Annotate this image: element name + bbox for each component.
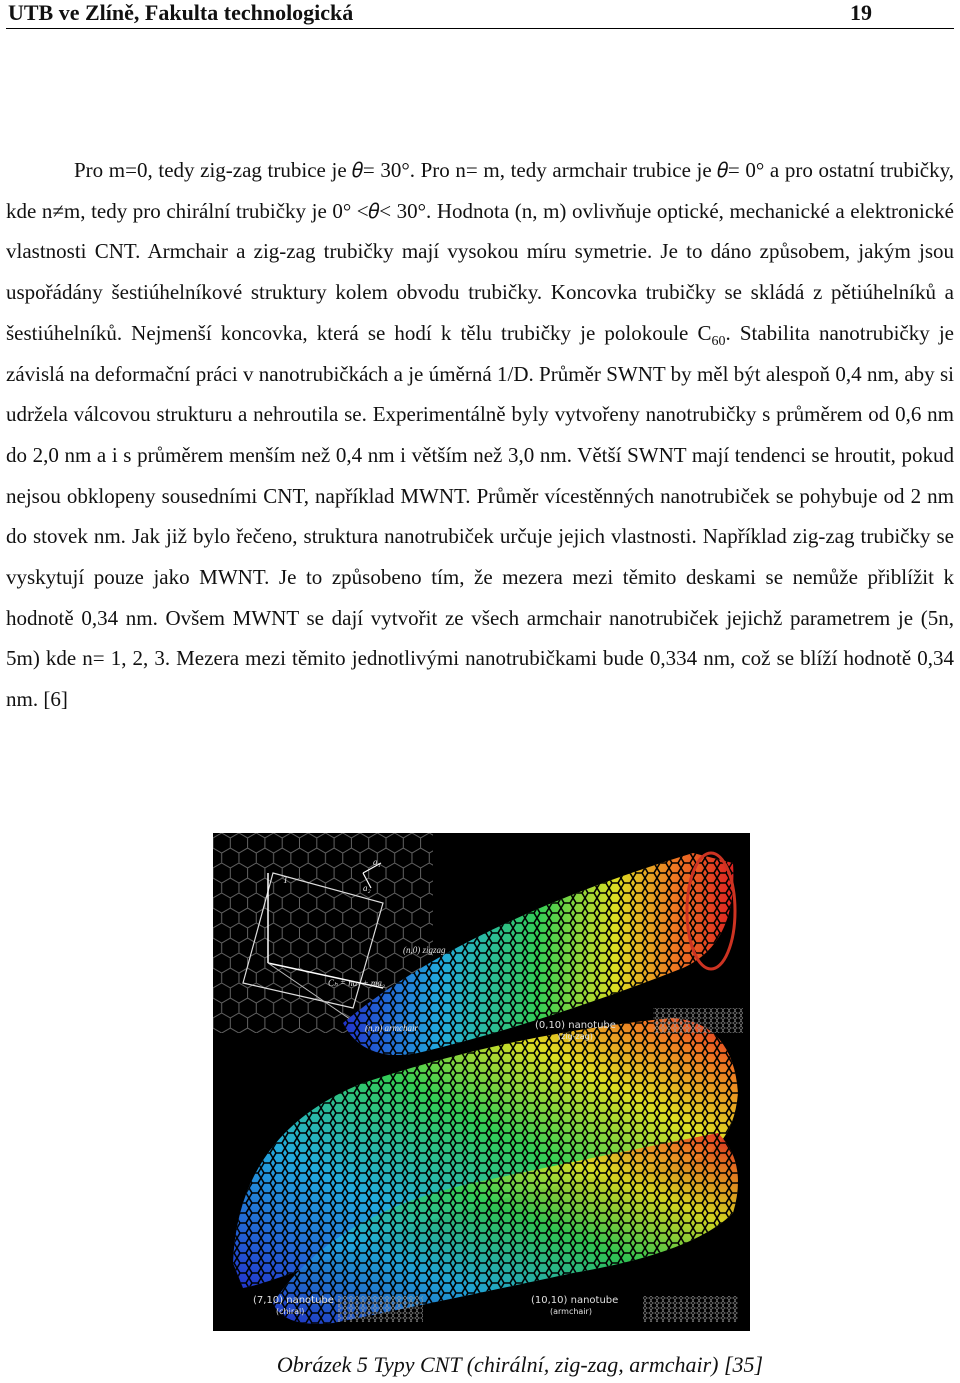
zigzag-thumbnail [653,1008,743,1033]
label-a2: a₂ [363,883,371,893]
chiral-thumbnail [338,1296,423,1322]
label-armchair-dir: (n,n) armchair [365,1023,418,1033]
label-tube-1010-type: (armchair) [550,1307,592,1316]
label-tube-710-name: (7,10) nanotube [253,1295,334,1306]
armchair-thumbnail [643,1296,738,1322]
nanotube-illustration [213,833,750,1331]
page-number: 19 [850,0,872,25]
label-tube-1010-name: (10,10) nanotube [531,1295,619,1306]
paragraph-subscript: 60 [711,334,726,349]
body-paragraph [6,150,954,720]
label-tube-710-type: (chiral) [276,1307,305,1316]
header-title: UTB ve Zlíně, Fakulta technologická [8,0,354,25]
figure-caption: Obrázek 5 Typy CNT (chirální, zig-zag, armchair) [35] [276,1352,764,1377]
label-tube-010-type: (zig-zag) [558,1032,593,1041]
paragraph-part-1: Pro m=0, tedy zig-zag trubice je 𝜃= 30°. Pro n= m, tedy armchair trubice je 𝜃= 0° a pro ostatní trubičky, kde n≠m, tedy pro chirální trubičky je 0° <𝜃< 30°. Hodnota (n, m) ovlivňuje optické, mechanické a elektronické vlastnosti CNT. Armchair a zig-zag trubičky mají vysokou míru symetrie. Je to dáno způsobem, jakým jsou uspořádány šestiúhelníkové struktury kolem obvodu trubičky. Koncovka trubičky se skládá z pětiúhelníků a šestiúhelníků. Nejmenší koncovka, která se hodí k tělu trubičky je polokoule C [6,158,954,345]
page-header [6,0,954,29]
paragraph-part-2: . Stabilita nanotrubičky je závislá na deformační práci v nanotrubičkách a je úměrná 1/D. Průměr SWNT by měl být alespoň 0,4 nm, aby si udržela válcovou strukturu a nehroutila se. Experimentálně byly vytvořeny nanotrubičky s průměrem od 0,6 nm do 2,0 nm a i s průměrem menším než 0,4 nm i větším než 3,0 nm. Větší SWNT mají tendenci se hroutit, pokud nejsou obklopeny sousedními CNT, například MWNT. Průměr vícestěnných nanotrubiček se pohybuje od 2 nm do stovek nm. Jak již bylo řečeno, struktura nanotrubiček určuje jejich vlastnosti. Například zig-zag trubičky se vyskytují pouze jako MWNT. Je to způsobeno tím, že mezera mezi těmito deskami se nemůže přiblížit k hodnotě 0,34 nm. Ovšem MWNT se dají vytvořit ze všech armchair nanotrubiček jejichž parametrem je (5n, 5m) kde n= 1, 2, 3. Mezera mezi těmito jednotlivými nanotrubičkami bude 0,334 nm, což se blíží hodnotě 0,34 nm. [6] [6,320,955,712]
label-tube-010-name: (0,10) nanotube [535,1020,616,1031]
label-chiral-vector: Cₕ = na₁ + ma₂ [328,978,386,988]
label-a1: a₁ [373,857,381,867]
label-t-vector: T [283,875,289,885]
paragraph-text [6,150,954,720]
nanotube-figure [213,833,750,1331]
label-zigzag-dir: (n,0) zigzag [403,945,446,955]
